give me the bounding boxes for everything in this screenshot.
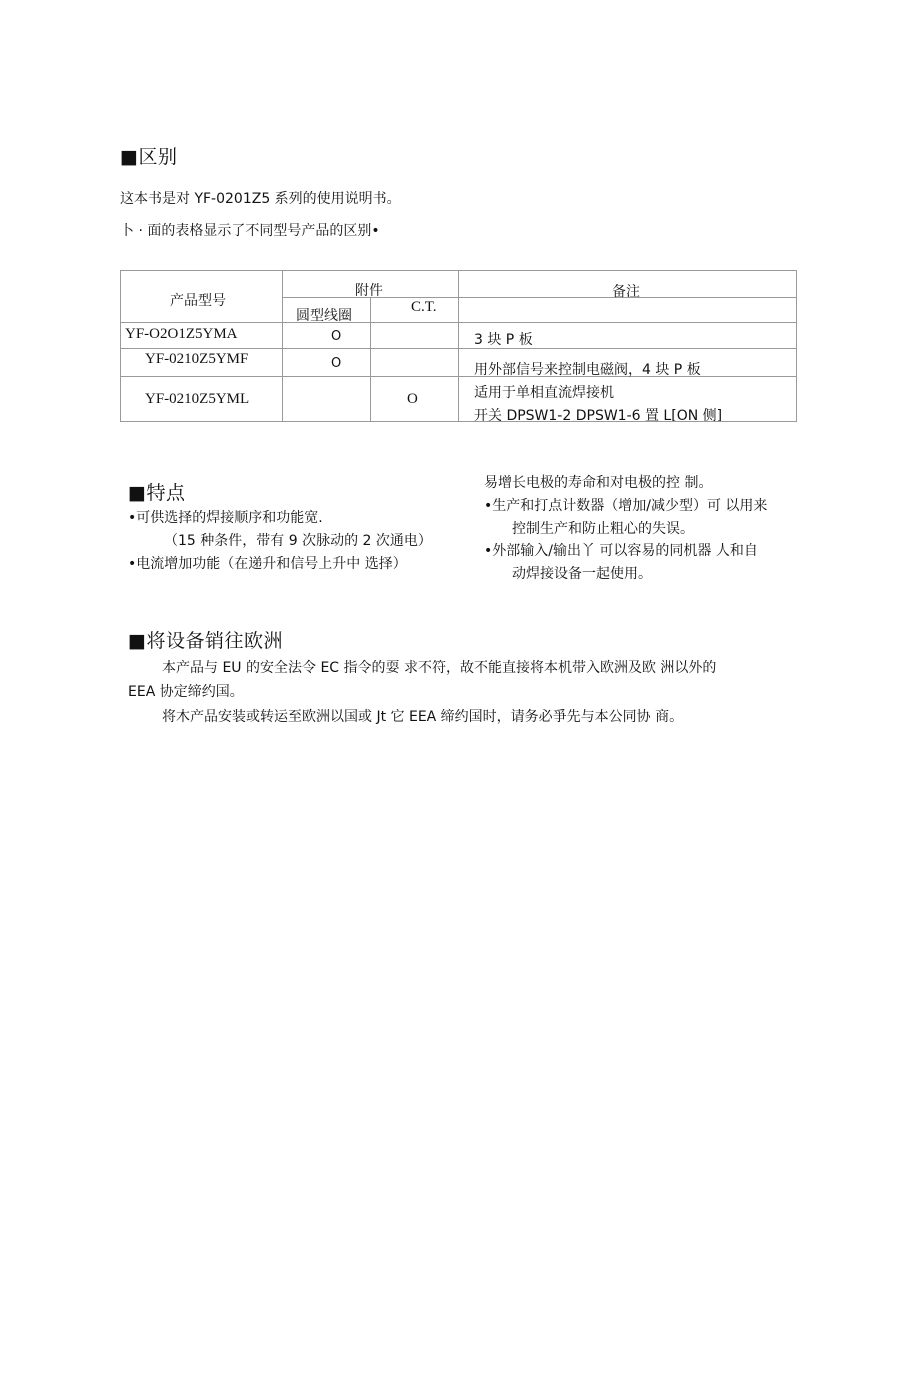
row1-remark: 3 块 P 板 — [474, 332, 533, 348]
feature-right-3: 控制生产和防止粗心的失误。 — [512, 521, 694, 537]
section-heading-features: ■特点 — [128, 482, 186, 504]
header-remark: 备注 — [612, 284, 640, 300]
intro-line: 这本书是对 YF-0201Z5 系列的使用说明书。 — [120, 191, 401, 207]
row3-ct: O — [407, 391, 418, 407]
header-model: 产品型号 — [170, 293, 226, 309]
row2-remark: 用外部信号来控制电磁阀，4 块 P 板 — [474, 362, 701, 378]
feature-right-2: •生产和打点计数器（增加/减少型）可 以用来 — [484, 498, 768, 514]
row2-model: YF-0210Z5YMF — [145, 351, 249, 367]
section-heading-export-eu: ■将设备销往欧洲 — [128, 630, 283, 652]
row3-remark-line1: 适用于单相直流焊接机 — [474, 385, 614, 401]
row1-model: YF-O2O1Z5YMA — [125, 326, 238, 342]
header-round-coil: 圆型线圈 — [296, 308, 352, 324]
header-ct: C.T. — [411, 299, 437, 315]
feature-left-3: •电流增加功能（在递升和信号上升中 选择） — [128, 556, 407, 572]
row3-remark-line2: 开关 DPSW1-2 DPSW1-6 置 L[ON 侧] — [474, 408, 723, 421]
feature-left-1: •可供选择的焊接顺序和功能宽. — [128, 510, 323, 526]
row3-model: YF-0210Z5YML — [145, 391, 250, 407]
row1-coil: O — [331, 329, 342, 344]
eu-paragraph-2: 将木产品安装或转运至欧洲以国或 Jt 它 EEA 缔约国时，请务必爭先与本公同协 商。 — [162, 709, 684, 725]
header-accessory: 附件 — [355, 283, 383, 299]
feature-left-2: （15 种条件，带有 9 次脉动的 2 次通电） — [164, 533, 432, 549]
feature-right-5: 动焊接设备一起使用。 — [512, 566, 652, 582]
eu-paragraph-1: 本产品与 EU 的安全法令 EC 指令的耍 求不符，故不能直接将本机带入欧洲及欧 洲以外的 — [162, 660, 717, 676]
feature-right-1: 易增长电极的寿命和对电极的控 制。 — [484, 475, 713, 491]
section-heading-difference: ■区别 — [120, 146, 178, 168]
model-comparison-table — [120, 270, 797, 422]
row2-coil: O — [331, 356, 342, 371]
table-intro-line: 卜 · 面的表格显示了不同型号产品的区别• — [120, 223, 380, 239]
eu-paragraph-1-cont: EEA 协定缔约国。 — [128, 684, 244, 700]
feature-right-4: •外部输入/输出丫 可以容易的同机器 人和自 — [484, 543, 758, 559]
